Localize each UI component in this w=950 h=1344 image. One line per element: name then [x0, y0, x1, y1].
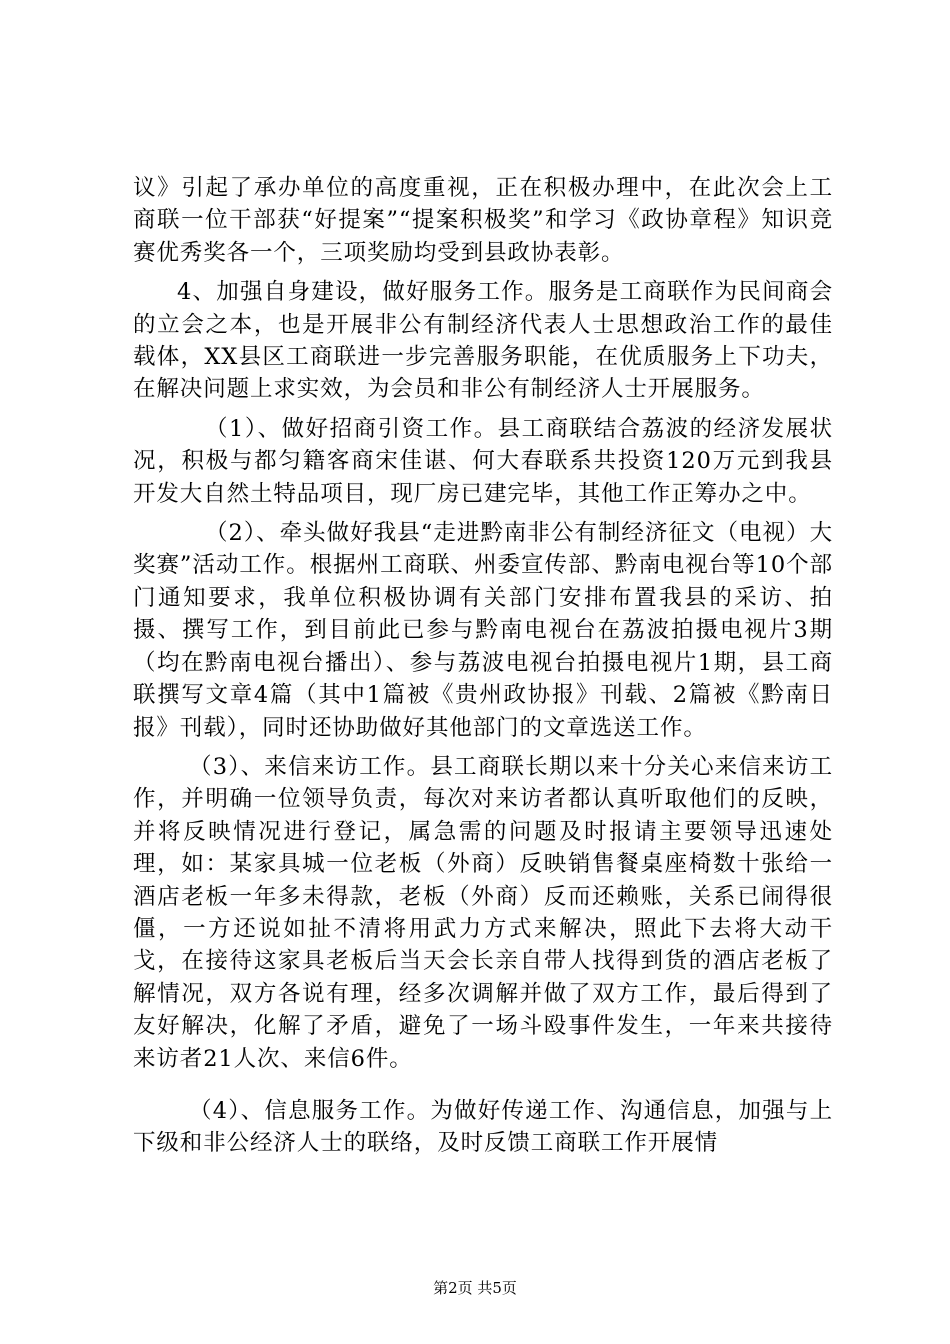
document-body [133, 172, 833, 1160]
paragraph-item-2: （2）、牵头做好我县“走进黔南非公有制经济征文（电视）大奖赛”活动工作。根据州工商联、州委宣传部、黔南电视台等10个部门通知要求，我单位积极协调有关部门安排布置我县的采访、拍摄、撰写工作，到目前此已参与黔南电视台在荔波拍摄电视片3期（均在黔南电视台播出）、参与荔波电视台拍摄电视片1期，县工商联撰写文章4篇（其中1篇被《贵州政协报》刊载、2篇被《黔南日报》刊载），同时还协助做好其他部门的文章选送工作。 [133, 520, 833, 741]
paragraph-continuation: 议》引起了承办单位的高度重视，正在积极办理中，在此次会上工商联一位干部获“好提案”“提案积极奖”和学习《政协章程》知识竞赛优秀奖各一个，三项奖励均受到县政协表彰。 [133, 175, 833, 266]
paragraph-item-3: （3）、来信来访工作。县工商联长期以来十分关心来信来访工作，并明确一位领导负责，每次对来访者都认真听取他们的反映，并将反映情况进行登记，属急需的问题及时报请主要领导迅速处理，如：某家具城一位老板（外商）反映销售餐桌座椅数十张给一酒店老板一年多未得款，老板（外商）反而还赖账，关系已闹得很僵，一方还说如扯不清将用武力方式来解决，照此下去将大动干戈，在接待这家具老板后当天会长亲自带人找得到货的酒店老板了解情况，双方各说有理，经多次调解并做了双方工作，最后得到了友好解决，化解了矛盾，避免了一场斗殴事件发生，一年来共接待来访者21人次、来信6件。 [133, 753, 833, 1072]
page-footer: 第2页 共5页 [433, 1279, 517, 1297]
paragraph-item-1: （1）、做好招商引资工作。县工商联结合荔波的经济发展状况，积极与都匀籍客商宋佳谌、何大春联系共投资120万元到我县开发大自然土特品项目，现厂房已建完毕，其他工作正筹办之中。 [133, 415, 833, 507]
paragraph-section-4: 4、加强自身建设，做好服务工作。服务是工商联作为民间商会的立会之本，也是开展非公有制经济代表人士思想政治工作的最佳载体，XX县区工商联进一步完善服务职能，在优质服务上下功夫，在解决问题上求实效，为会员和非公有制经济人士开展服务。 [133, 279, 833, 403]
paragraph-item-4: （4）、信息服务工作。为做好传递工作、沟通信息，加强与上下级和非公经济人士的联络，及时反馈工商联工作开展情 [133, 1097, 833, 1157]
